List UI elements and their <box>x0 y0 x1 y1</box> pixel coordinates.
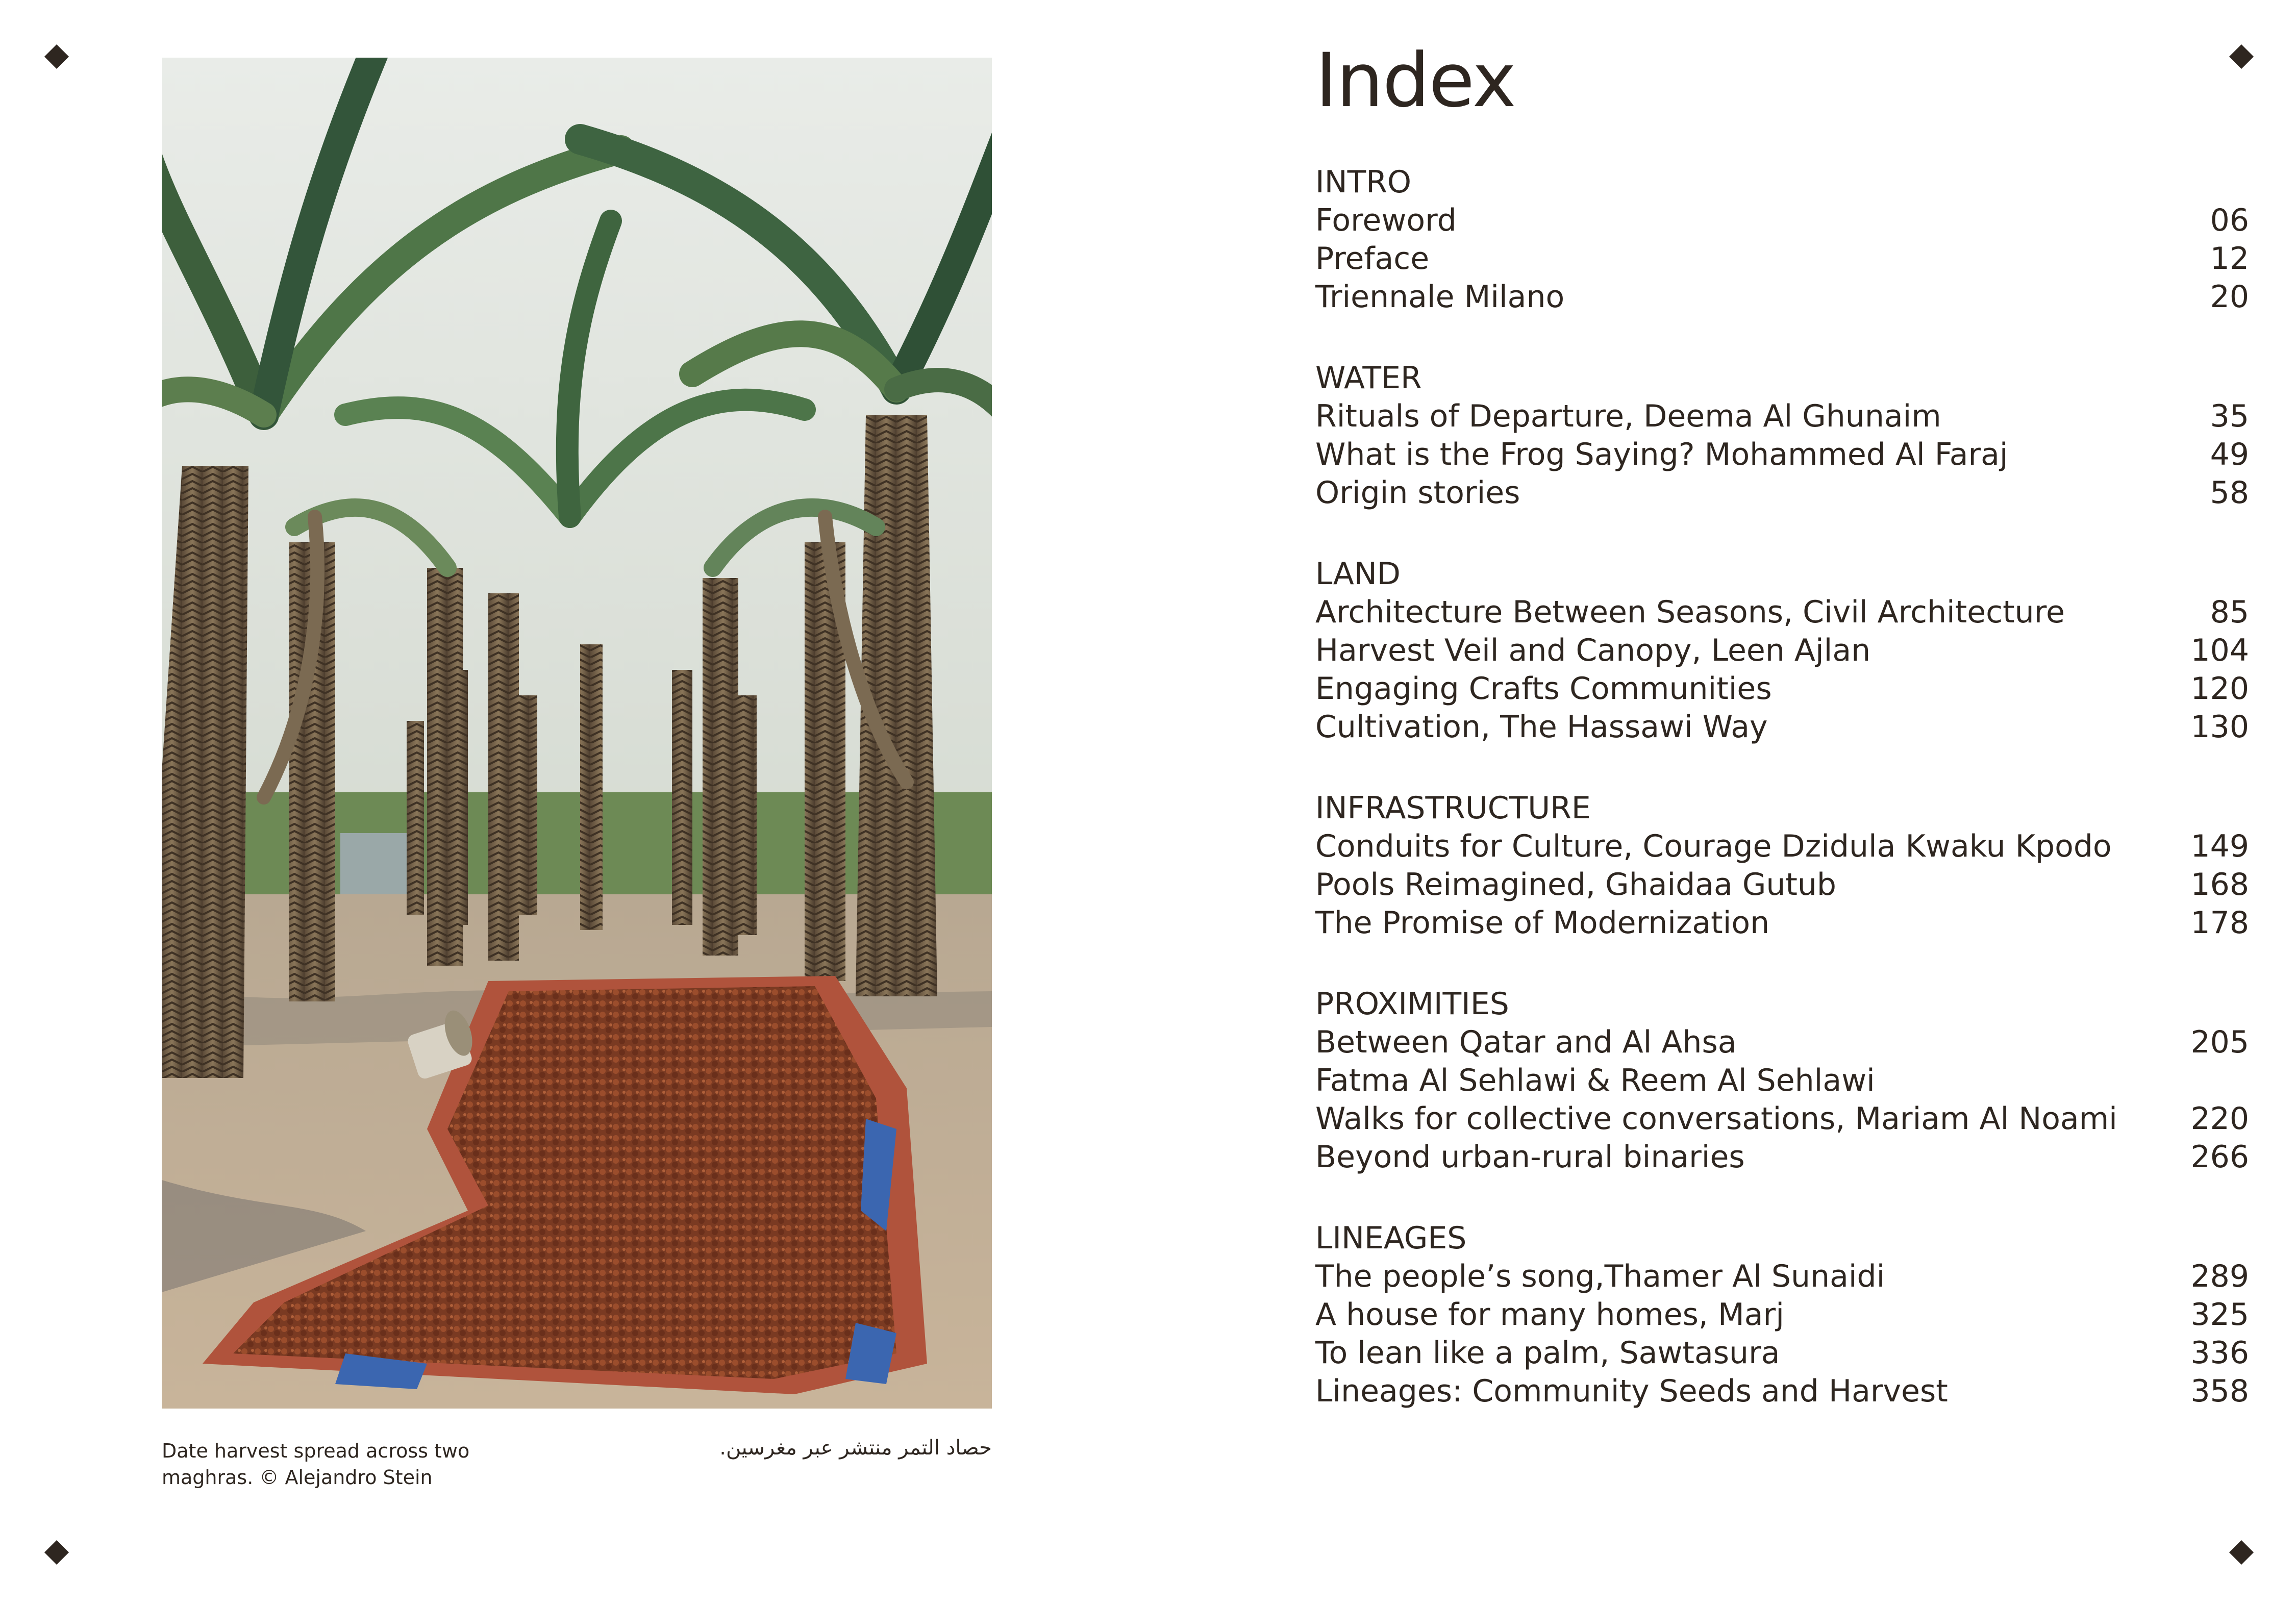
toc-entry-page: 168 <box>2190 867 2249 902</box>
toc-entry[interactable] <box>1315 827 2249 866</box>
toc-section-intro <box>1315 163 2249 316</box>
toc-entry-title: A house for many homes, Marj <box>1315 1297 1784 1333</box>
toc-section-land <box>1315 555 2249 746</box>
corner-ornament-bottom-left <box>44 1540 69 1565</box>
toc-section-lineages <box>1315 1219 2249 1411</box>
toc-entry-page: 20 <box>2210 279 2249 315</box>
toc-entry-page: 35 <box>2210 398 2249 434</box>
toc-entry[interactable] <box>1315 1100 2249 1138</box>
toc-entry-title: To lean like a palm, Sawtasura <box>1315 1335 1780 1371</box>
photo-caption-arabic: حصاد التمر منتشر عبر مغرسين. <box>719 1436 992 1460</box>
toc-section-infrastructure <box>1315 789 2249 942</box>
toc-entry-page: 85 <box>2210 594 2249 630</box>
table-of-contents <box>1315 163 2249 1453</box>
toc-entry[interactable] <box>1315 436 2249 474</box>
toc-section-water <box>1315 359 2249 512</box>
toc-entry-page: 149 <box>2190 828 2249 864</box>
toc-entry-page: 06 <box>2210 203 2249 238</box>
toc-entry[interactable] <box>1315 474 2249 512</box>
palm-grove-illustration <box>162 58 992 1409</box>
toc-entry[interactable] <box>1315 670 2249 708</box>
toc-section-heading: PROXIMITIES <box>1315 986 1509 1022</box>
toc-entry[interactable] <box>1315 632 2249 670</box>
toc-entry-title: Foreword <box>1315 203 1457 238</box>
toc-section-proximities <box>1315 985 2249 1176</box>
toc-entry[interactable] <box>1315 1372 2249 1411</box>
toc-entry[interactable] <box>1315 593 2249 632</box>
toc-entry-page: 49 <box>2210 437 2249 472</box>
photo-caption-english: Date harvest spread across two maghras. © Alejandro Stein <box>162 1440 470 1489</box>
toc-entry[interactable] <box>1315 202 2249 240</box>
toc-entry-page: 220 <box>2190 1101 2249 1137</box>
toc-entry-page: 130 <box>2190 709 2249 745</box>
corner-ornament-top-left <box>44 44 69 69</box>
toc-entry[interactable] <box>1315 1062 2249 1100</box>
toc-entry-title: Preface <box>1315 241 1430 277</box>
toc-entry-page: 325 <box>2190 1297 2249 1333</box>
toc-entry-title: Conduits for Culture, Courage Dzidula Kwaku Kpodo <box>1315 828 2112 864</box>
toc-entry[interactable] <box>1315 278 2249 316</box>
toc-entry-title: Lineages: Community Seeds and Harvest <box>1315 1373 1948 1409</box>
toc-entry-title: What is the Frog Saying? Mohammed Al Faraj <box>1315 437 2008 472</box>
toc-entry-title: Origin stories <box>1315 475 1520 511</box>
toc-entry-title: Walks for collective conversations, Mariam Al Noami <box>1315 1101 2117 1137</box>
toc-entry-title: Beyond urban-rural binaries <box>1315 1139 1745 1175</box>
toc-entry-page: 120 <box>2190 671 2249 707</box>
toc-entry-title: The Promise of Modernization <box>1315 905 1770 941</box>
corner-ornament-bottom-right <box>2229 1540 2254 1565</box>
toc-entry-title: Pools Reimagined, Ghaidaa Gutub <box>1315 867 1836 902</box>
toc-entry-page: 205 <box>2190 1024 2249 1060</box>
toc-entry[interactable] <box>1315 1258 2249 1296</box>
toc-section-heading: LINEAGES <box>1315 1220 1467 1256</box>
toc-entry[interactable] <box>1315 708 2249 746</box>
page-title: Index <box>1315 37 1515 124</box>
toc-entry[interactable] <box>1315 1023 2249 1062</box>
toc-entry-title: Triennale Milano <box>1315 279 1565 315</box>
toc-entry-title: Fatma Al Sehlawi & Reem Al Sehlawi <box>1315 1063 1875 1098</box>
toc-entry-title: Between Qatar and Al Ahsa <box>1315 1024 1737 1060</box>
toc-entry[interactable] <box>1315 866 2249 904</box>
toc-entry-page: 104 <box>2190 633 2249 668</box>
toc-entry-title: Harvest Veil and Canopy, Leen Ajlan <box>1315 633 1871 668</box>
date-harvest-photo <box>162 58 992 1409</box>
toc-entry-page: 289 <box>2190 1259 2249 1294</box>
toc-entry[interactable] <box>1315 397 2249 436</box>
toc-entry[interactable] <box>1315 240 2249 278</box>
toc-entry[interactable] <box>1315 1138 2249 1176</box>
toc-entry-title: The people’s song,Thamer Al Sunaidi <box>1315 1259 1885 1294</box>
toc-entry[interactable] <box>1315 1296 2249 1334</box>
toc-entry-title: Engaging Crafts Communities <box>1315 671 1772 707</box>
toc-section-heading: INFRASTRUCTURE <box>1315 790 1591 826</box>
toc-section-heading: INTRO <box>1315 164 1412 200</box>
toc-section-heading: LAND <box>1315 556 1401 592</box>
toc-entry-page: 178 <box>2190 905 2249 941</box>
toc-entry-page: 358 <box>2190 1373 2249 1409</box>
toc-entry-title: Architecture Between Seasons, Civil Architecture <box>1315 594 2065 630</box>
toc-entry[interactable] <box>1315 1334 2249 1372</box>
toc-entry-page: 336 <box>2190 1335 2249 1371</box>
toc-entry[interactable] <box>1315 904 2249 942</box>
toc-entry-title: Rituals of Departure, Deema Al Ghunaim <box>1315 398 1941 434</box>
toc-entry-title: Cultivation, The Hassawi Way <box>1315 709 1768 745</box>
toc-entry-page: 58 <box>2210 475 2249 511</box>
corner-ornament-top-right <box>2229 44 2254 69</box>
toc-entry-page: 12 <box>2210 241 2249 277</box>
toc-section-heading: WATER <box>1315 360 1422 396</box>
toc-entry-page: 266 <box>2190 1139 2249 1175</box>
